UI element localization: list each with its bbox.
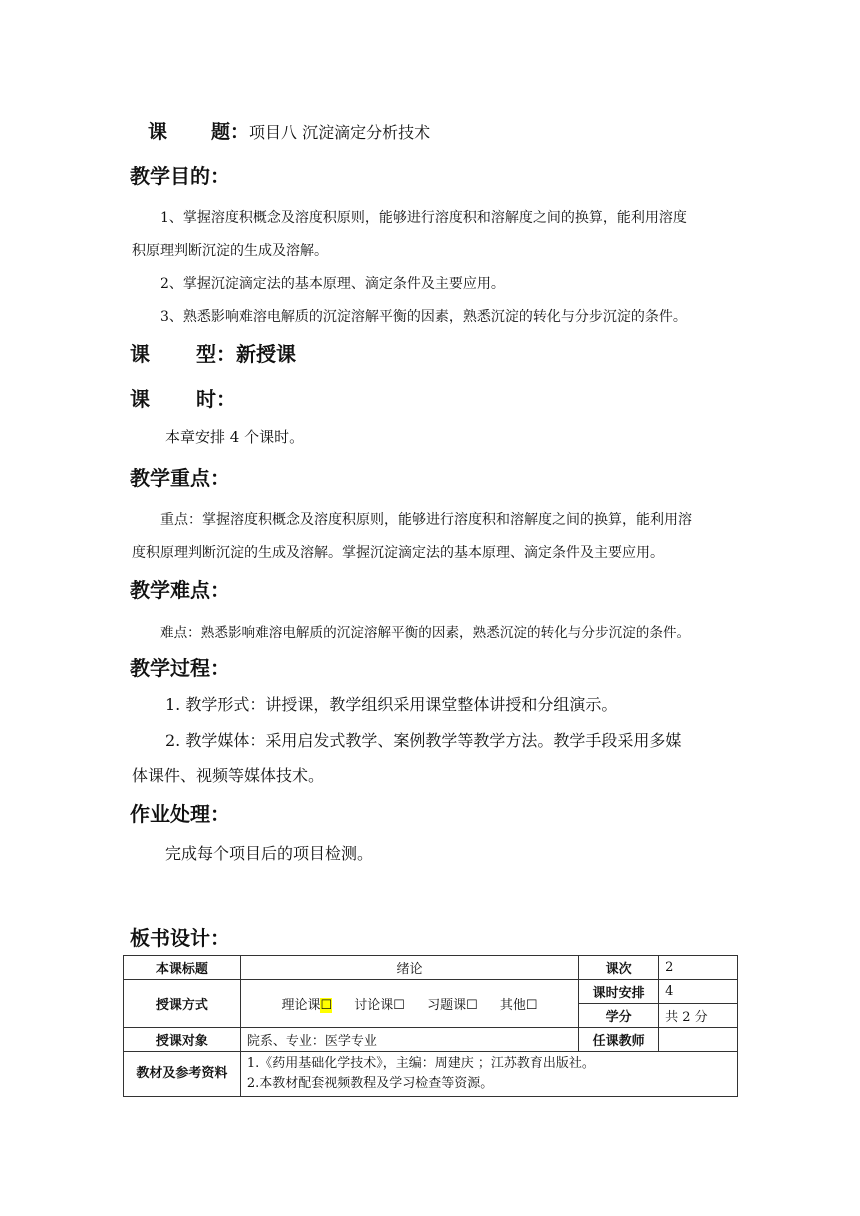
board-table (123, 955, 738, 1097)
materials-label: 教材及参考资料 (124, 1052, 241, 1097)
checkbox-icon[interactable]: ☐ (466, 998, 478, 1013)
topic-value: 项目八 沉淀滴定分析技术 (249, 123, 431, 142)
lesson-type-label-a: 课 (130, 342, 150, 366)
key-points-line: 度积原理判断沉淀的生成及溶解。掌握沉淀滴定法的基本原理、滴定条件及主要应用。 (132, 545, 664, 561)
table-row (124, 956, 738, 980)
topic-label-b: 题： (211, 121, 250, 143)
objective-item: 积原理判断沉淀的生成及溶解。 (132, 243, 328, 259)
audience-label: 授课对象 (124, 1028, 241, 1052)
lesson-type-value: 新授课 (236, 342, 296, 366)
homework-text: 完成每个项目后的项目检测。 (165, 844, 374, 863)
process-item: 2. 教学媒体：采用启发式教学、案例教学等教学方法。教学手段采用多媒 (165, 731, 682, 750)
difficulties-heading: 教学难点： (130, 578, 230, 602)
objectives-heading: 教学目的： (130, 164, 230, 188)
mode-options (240, 980, 578, 1028)
mode-option-label: 讨论课 (354, 998, 394, 1013)
homework-heading: 作业处理： (130, 802, 230, 826)
materials-item: 2.本教材配套视频教程及学习检查等资源。 (246, 1076, 494, 1091)
session-value: 2 (659, 956, 738, 980)
process-heading: 教学过程： (130, 656, 230, 680)
title-label: 本课标题 (124, 956, 241, 980)
mode-option-discussion (354, 998, 405, 1013)
mode-option-label: 理论课 (281, 998, 321, 1013)
teacher-label: 任课教师 (579, 1028, 659, 1052)
session-label: 课次 (579, 956, 659, 980)
mode-option-other (500, 998, 538, 1013)
mode-option-label: 其他 (499, 998, 526, 1013)
hours-value: 4 (659, 980, 738, 1004)
checkbox-icon[interactable]: ☐ (525, 998, 538, 1013)
topic-label-a: 课 (148, 121, 168, 143)
objective-item: 2、掌握沉淀滴定法的基本原理、滴定条件及主要应用。 (160, 276, 505, 292)
process-item: 1. 教学形式：讲授课，教学组织采用课堂整体讲授和分组演示。 (165, 695, 618, 714)
audience-value: 院系、专业：医学专业 (240, 1028, 578, 1052)
mode-label: 授课方式 (124, 980, 241, 1028)
objective-item: 1、掌握溶度积概念及溶度积原则，能够进行溶度积和溶解度之间的换算，能利用溶度 (160, 210, 687, 226)
lesson-hours-label-a: 课 (130, 387, 150, 411)
key-points-line: 重点：掌握溶度积概念及溶度积原则，能够进行溶度积和溶解度之间的换算，能利用溶 (160, 512, 692, 528)
title-value: 绪论 (240, 956, 578, 980)
board-heading: 板书设计： (130, 926, 230, 950)
checkbox-icon[interactable]: ☐ (320, 998, 333, 1013)
lesson-hours-line (130, 383, 236, 412)
materials-cell (240, 1052, 737, 1097)
mode-option-label: 习题课 (427, 998, 467, 1013)
checkbox-icon[interactable]: ☐ (393, 998, 405, 1013)
materials-item: 1.《药用基础化学技术》，主编：周建庆 ；江苏教育出版社。 (246, 1056, 595, 1071)
table-row (124, 1052, 738, 1097)
lesson-type-label-b: 型： (196, 342, 236, 366)
topic-line (148, 117, 430, 144)
key-points-heading: 教学重点： (130, 466, 230, 490)
mode-option-exercise (427, 998, 478, 1013)
credit-label: 学分 (579, 1004, 659, 1028)
table-row (124, 980, 738, 1004)
credit-value: 共 2 分 (659, 1004, 738, 1028)
objective-item: 3、熟悉影响难溶电解质的沉淀溶解平衡的因素，熟悉沉淀的转化与分步沉淀的条件。 (160, 309, 687, 325)
lesson-hours-text: 本章安排 4 个课时。 (165, 428, 305, 446)
difficulties-text: 难点：熟悉影响难溶电解质的沉淀溶解平衡的因素，熟悉沉淀的转化与分步沉淀的条件。 (160, 625, 691, 641)
teacher-value (659, 1028, 738, 1052)
lesson-hours-label-b: 时： (196, 387, 236, 411)
table-row (124, 1028, 738, 1052)
lesson-type-line (130, 338, 296, 367)
mode-option-theory (281, 998, 332, 1013)
hours-label: 课时安排 (579, 980, 659, 1004)
process-item: 体课件、视频等媒体技术。 (132, 766, 325, 785)
